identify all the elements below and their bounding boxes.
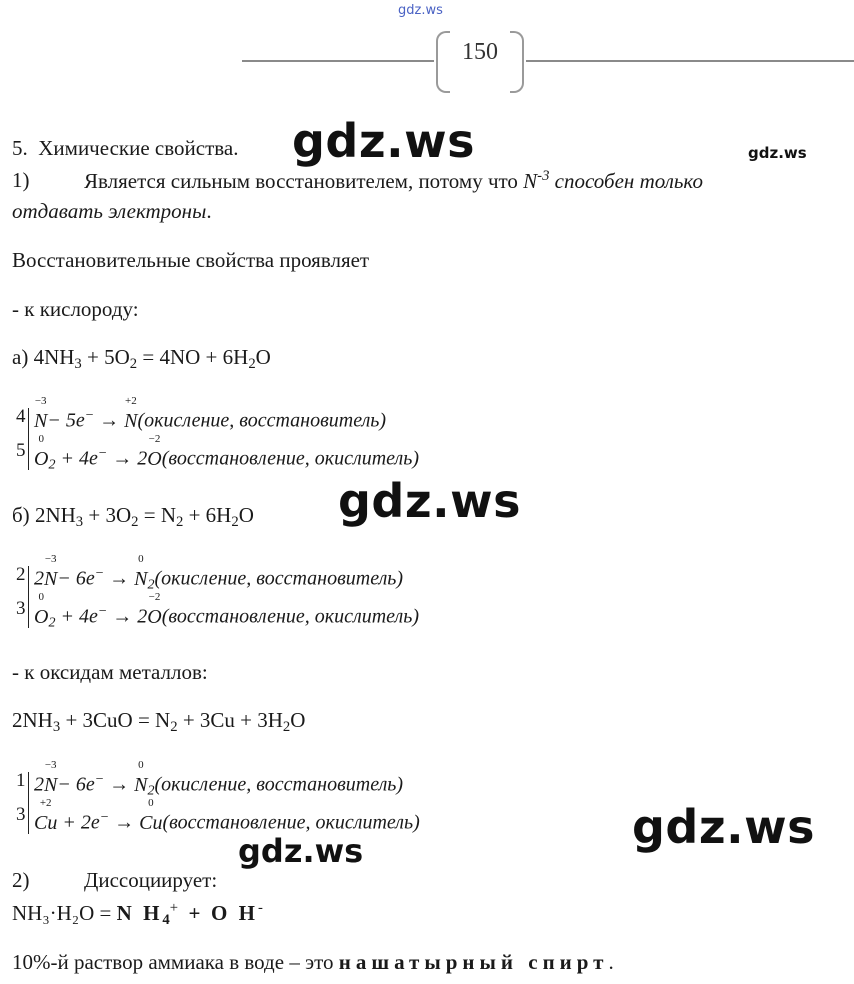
eq-part: + 5O [81,345,130,369]
ammonia-solution-line [12,950,614,975]
element: O [34,605,49,628]
arrow: → [112,447,133,470]
element: Cu [139,811,163,834]
note: (окисление, восстановитель) [154,567,404,590]
reducing-properties: Восстановительные свойства проявляет [12,248,370,272]
element-sub: 2 [48,457,56,473]
arrow: → [109,773,130,796]
eq-part: 2NH [12,708,53,732]
formula-base: N [523,169,538,193]
note: (окисление, восстановитель) [137,409,387,432]
note: (восстановление, окислитель) [161,447,420,470]
eq-part: + 3CuO = N [60,708,171,732]
electrons: − 6e [57,567,95,590]
eq-part: = N [138,503,176,527]
item1-line2-end: . [206,199,212,223]
balance-bar [28,566,29,628]
eq-sub: 2 [282,719,291,735]
eq-part: O [255,345,271,369]
eq-label: а) [12,345,29,369]
oxidation-state: −3 [34,394,47,407]
element: N [44,567,58,590]
to-metal-oxides: - к оксидам металлов: [12,660,208,684]
watermark-small: gdz.ws [748,144,807,162]
half-reaction-oxidation [34,394,387,433]
electrons: + 4e [55,605,98,628]
note: (окисление, восстановитель) [154,773,404,796]
element-sub: 2 [147,577,155,593]
oxidation-state: −3 [44,552,57,565]
formula-sup: -3 [537,168,550,184]
arrow: → [109,567,130,590]
item1-text: Является сильным восстановителем, потому что [84,169,518,193]
eq-part: O [238,503,254,527]
e-charge: − [84,408,95,423]
electrons: − 5e [47,409,85,432]
eq-sub: 2 [131,514,139,530]
balance-coef: 3 [16,804,26,825]
section-title: 5. Химические свойства. [12,136,239,160]
half-reaction-reduction [34,796,420,835]
page-number: 150 [462,39,498,65]
oxidation-state: 0 [138,552,144,565]
element: N [34,409,48,432]
eq-part: = 4NO + 6H [137,345,249,369]
ammonia-solution-text: 10%-й раствор аммиака в воде – это [12,950,334,974]
element: N [44,773,58,796]
element: N [124,409,138,432]
eq-sub: 2 [129,356,138,372]
eq-sub: 3 [52,719,61,735]
arrow: → [112,605,133,628]
oxidation-state: 0 [38,432,44,445]
e-charge: − [94,772,105,787]
item1-line2 [12,199,212,224]
coef: 2 [34,773,44,796]
eq-sub: 2 [176,514,184,530]
balance-bar [28,408,29,470]
watermark-top: gdz.ws [398,3,443,18]
eq-part: O [290,708,306,732]
coef: 2 [34,567,44,590]
oxidation-state: +2 [124,394,137,407]
balance-bar [28,772,29,834]
eq-sub: 2 [231,514,239,530]
oxidation-state: −2 [148,432,161,445]
element: O [147,605,162,628]
arrow: → [99,409,120,432]
balance-coef: 2 [16,564,26,585]
oxidation-state: +2 [39,796,52,809]
anion-charge: - [257,900,263,916]
dissociation-lhs: NH₃·H₂O = [12,901,112,925]
half-reaction-reduction [34,590,420,632]
element: O [147,447,162,470]
element-sub: 2 [48,615,56,631]
watermark-3: gdz.ws [632,800,815,854]
electron-balance-b [14,552,494,632]
oxidation-state: 0 [148,796,154,809]
element: O [34,447,49,470]
balance-coef: 5 [16,440,26,461]
coef: 2 [137,447,148,470]
element: N [134,567,148,590]
eq-sub: 2 [248,356,256,372]
eq-part: + 3Cu + 3H [177,708,283,732]
oxidation-state: 0 [138,758,144,771]
element: Cu [34,811,58,834]
half-reaction-oxidation [34,552,404,594]
page-number-box [436,31,524,89]
item2-number: 2) [12,868,30,892]
electron-balance-c [14,758,494,838]
dissociation-equation [12,900,263,929]
header-rule-left [242,60,434,62]
item1-formula [523,169,549,193]
eq-part: 4NH [33,345,75,369]
cation-sub: 4 [162,912,170,928]
oxidation-state: −3 [44,758,57,771]
half-reaction-reduction [34,432,420,474]
balance-coef: 1 [16,770,26,791]
half-reaction-oxidation [34,758,404,800]
electrons: + 4e [55,447,98,470]
eq-part: + 6H [183,503,232,527]
period: . [608,950,614,974]
eq-part: + 3O [83,503,132,527]
element: N [134,773,148,796]
e-charge: − [99,810,110,825]
spirit-term: нашатырный спирт [338,950,609,974]
oxidation-state: −2 [148,590,161,603]
oxidation-state: 0 [38,590,44,603]
item1-number: 1) [12,168,30,192]
electrons: + 2e [57,811,100,834]
eq-sub: 3 [75,514,84,530]
watermark-4: gdz.ws [238,832,364,870]
eq-part: 2NH [34,503,76,527]
item2-text: Диссоциирует: [84,868,218,892]
coef: 2 [137,605,148,628]
eq-label: б) [12,503,30,527]
watermark-2: gdz.ws [338,474,521,528]
eq-sub: 2 [170,719,178,735]
equation-b [12,503,254,531]
e-charge: − [94,566,105,581]
watermark-1: gdz.ws [292,114,475,168]
plus: + [188,901,201,925]
anion: O H [211,901,258,925]
balance-coef: 3 [16,598,26,619]
cation-charge: + [169,900,179,916]
to-oxygen: - к кислороду: [12,297,139,321]
equation-a [12,345,271,373]
cation: N H [116,901,163,925]
electron-balance-a [14,394,494,474]
item1-tail: способен только [554,169,703,193]
item1-line2-text: отдавать электроны [12,199,207,223]
eq-sub: 3 [74,356,82,372]
equation-c [12,708,305,736]
header-rule-right [526,60,854,62]
arrow: → [114,811,135,834]
element-sub: 2 [147,783,155,799]
e-charge: − [97,604,108,619]
note: (восстановление, окислитель) [161,605,420,628]
balance-coef: 4 [16,406,26,427]
note: (восстановление, окислитель) [162,811,420,834]
electrons: − 6e [57,773,95,796]
e-charge: − [97,446,108,461]
item1-line1 [84,168,703,194]
